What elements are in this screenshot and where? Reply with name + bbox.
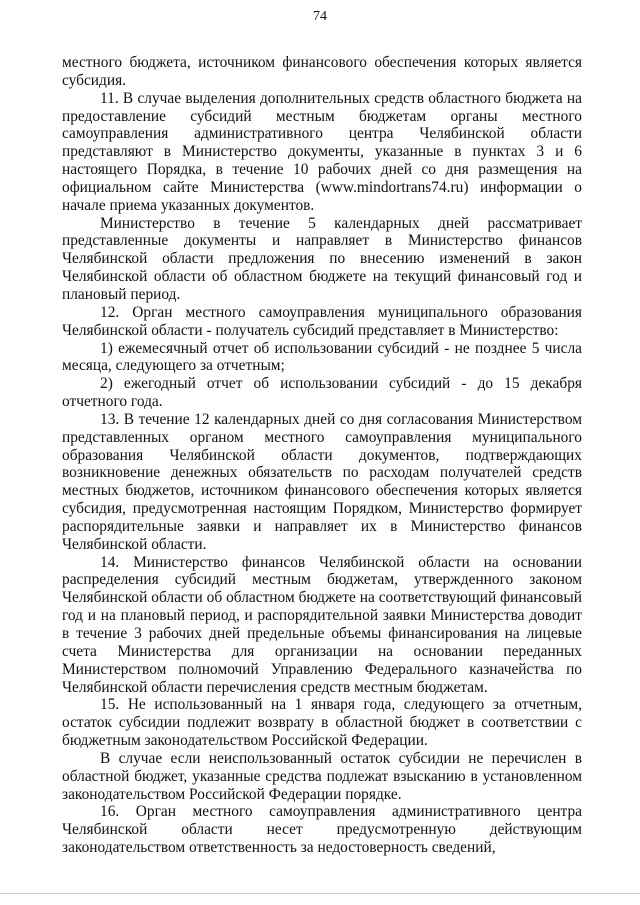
paragraph-item-15-recovery: В случае если неиспользованный остаток субсидии не перечислен в областной бюджет, указанные средства подлежат взысканию в установленном законодательством Российской Федерации порядке. bbox=[62, 749, 582, 803]
paragraph-continuation: местного бюджета, источником финансового обеспечения которых является субсидия. bbox=[62, 54, 582, 89]
paragraph-item-12: 12. Орган местного самоуправления муниципального образования Челябинской области - получатель субсидий представляет в Министерство: bbox=[62, 303, 582, 339]
paragraph-item-16: 16. Орган местного самоуправления административного центра Челябинской области несет предусмотренную действующим законодательством ответственность за недостоверность сведений, bbox=[62, 803, 582, 857]
paragraph-item-11: 11. В случае выделения дополнительных средств областного бюджета на предоставление субсидий местным бюджетам органы местного самоуправления административного центра Челябинской области представляют в Министерство документы, указанные в пунктах 3 и 6 настоящего Порядка, в течение 10 рабочих дней со дня размещения на официальном сайте Министерства (www.mindortrans74.ru) информации о начале приема указанных документов. bbox=[62, 89, 582, 214]
paragraph-item-12-2: 2) ежегодный отчет об использовании субсидий - до 15 декабря отчетного года. bbox=[62, 375, 582, 411]
paragraph-item-12-1: 1) ежемесячный отчет об использовании субсидий - не позднее 5 числа месяца, следующего за отчетным; bbox=[62, 339, 582, 375]
scan-bottom-edge bbox=[0, 893, 640, 894]
paragraph-item-14: 14. Министерство финансов Челябинской области на основании распределения субсидий местным бюджетам, утвержденного законом Челябинской области об областном бюджете на соответствующий финансовый год и на плановый период, и распорядительной заявки Министерства доводит в течение 3 рабочих дней предельные объемы финансирования на лицевые счета Министерства для организации на основании переданных Министерством полномочий Управлению Федерального казначейства по Челябинской области перечисления средств местным бюджетам. bbox=[62, 553, 582, 696]
paragraph-item-13: 13. В течение 12 календарных дней со дня согласования Министерством представленных органом местного самоуправления муниципального образования Челябинской области документов, подтверждающих возникновение денежных обязательств по расходам получателей средств местных бюджетов, источником финансового обеспечения которых является субсидия, предусмотренная настоящим Порядком, Министерство формирует распорядительные заявки и направляет их в Министерство финансов Челябинской области. bbox=[62, 410, 582, 553]
paragraph-ministry-review: Министерство в течение 5 календарных дней рассматривает представленные документы и направляет в Министерство финансов Челябинской области предложения по внесению изменений в закон Челябинской области об областном бюджете на текущий финансовый год и плановый период. bbox=[62, 214, 582, 303]
paragraph-item-15: 15. Не использованный на 1 января года, следующего за отчетным, остаток субсидии подлежит возврату в областной бюджет в соответствии с бюджетным законодательством Российской Федерации. bbox=[62, 696, 582, 750]
page-number: 74 bbox=[313, 9, 327, 24]
document-body bbox=[62, 54, 582, 857]
